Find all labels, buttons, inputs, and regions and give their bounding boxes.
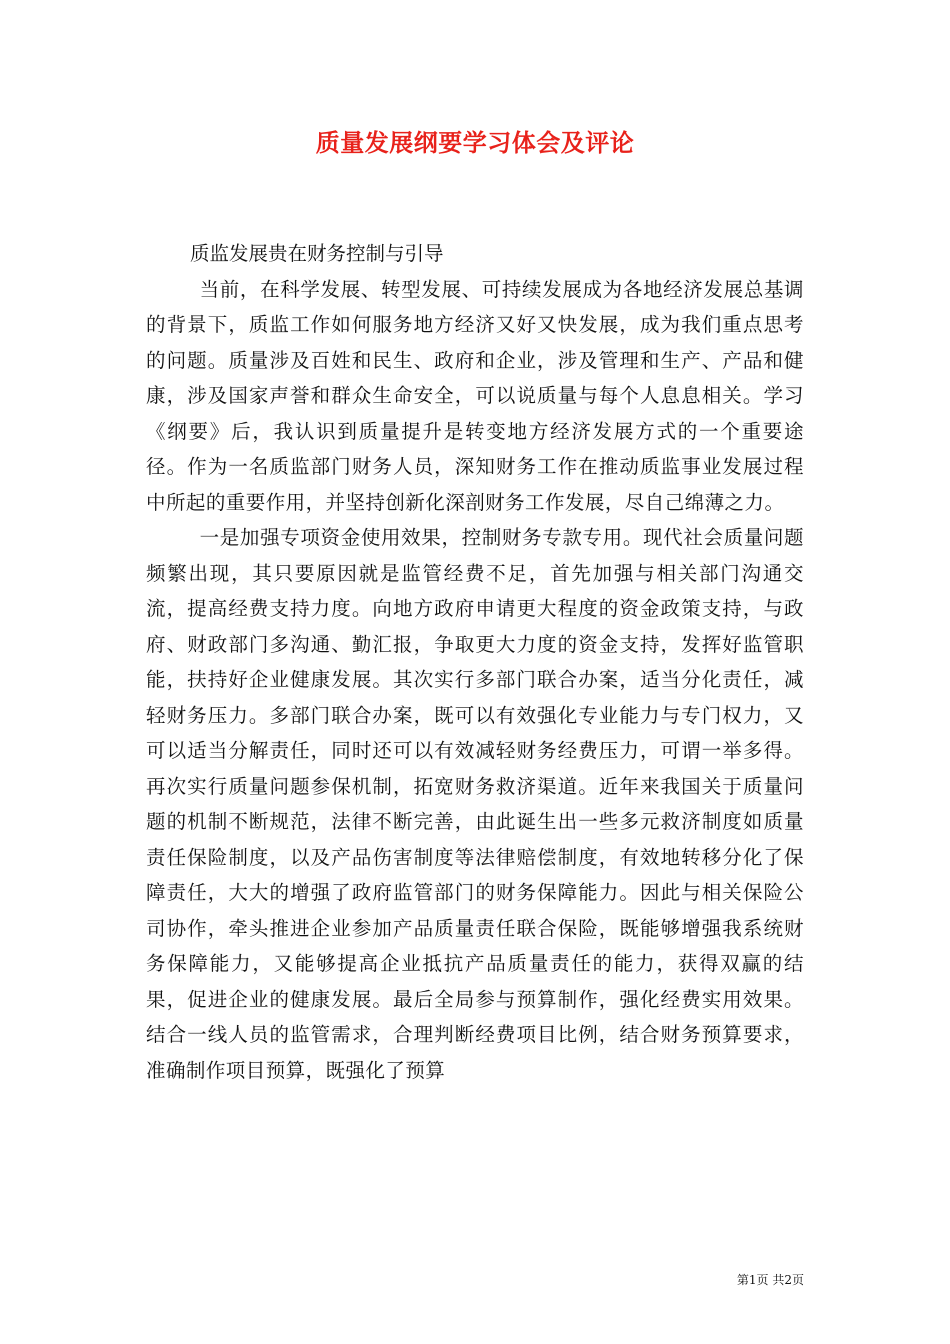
paragraph: 一是加强专项资金使用效果，控制财务专款专用。现代社会质量问题频繁出现，其只要原因就是监管经费不足，首先加强与相关部门沟通交流，提高经费支持力度。向地方政府申请更大程度的资金政策支持，与政府、财政部门多沟通、勤汇报，争取更大力度的资金支持，发挥好监管职能，扶持好企业健康发展。其次实行多部门联合办案，适当分化责任，减轻财务压力。多部门联合办案，既可以有效强化专业能力与专门权力，又可以适当分解责任，同时还可以有效减轻财务经费压力，可谓一举多得。再次实行质量问题参保机制，拓宽财务救济渠道。近年来我国关于质量问题的机制不断规范，法律不断完善，由此诞生出一些多元救济制度如质量责任保险制度，以及产品伤害制度等法律赔偿制度，有效地转移分化了保障责任，大大的增强了政府监管部门的财务保障能力。因此与相关保险公司协作，牵头推进企业参加产品质量责任联合保险，既能够增强我系统财务保障能力，又能够提高企业抵抗产品质量责任的能力，获得双赢的结果，促进企业的健康发展。最后全局参与预算制作，强化经费实用效果。结合一线人员的监管需求，合理判断经费项目比例，结合财务预算要求，准确制作项目预算，既强化了预算	[146, 526, 804, 1082]
page-number: 第1页 共2页	[736, 1273, 804, 1287]
document-body	[146, 236, 804, 1088]
section-subheading: 质监发展贵在财务控制与引导	[190, 242, 444, 265]
document-title: 质量发展纲要学习体会及评论	[315, 128, 635, 157]
paragraph: 当前，在科学发展、转型发展、可持续发展成为各地经济发展总基调的背景下，质监工作如何服务地方经济又好又快发展，成为我们重点思考的问题。质量涉及百姓和民生、政府和企业，涉及管理和生产、产品和健康，涉及国家声誉和群众生命安全，可以说质量与每个人息息相关。学习《纲要》后，我认识到质量提升是转变地方经济发展方式的一个重要途径。作为一名质监部门财务人员，深知财务工作在推动质监事业发展过程中所起的重要作用，并坚持创新化深剖财务工作发展，尽自己绵薄之力。	[146, 277, 804, 514]
